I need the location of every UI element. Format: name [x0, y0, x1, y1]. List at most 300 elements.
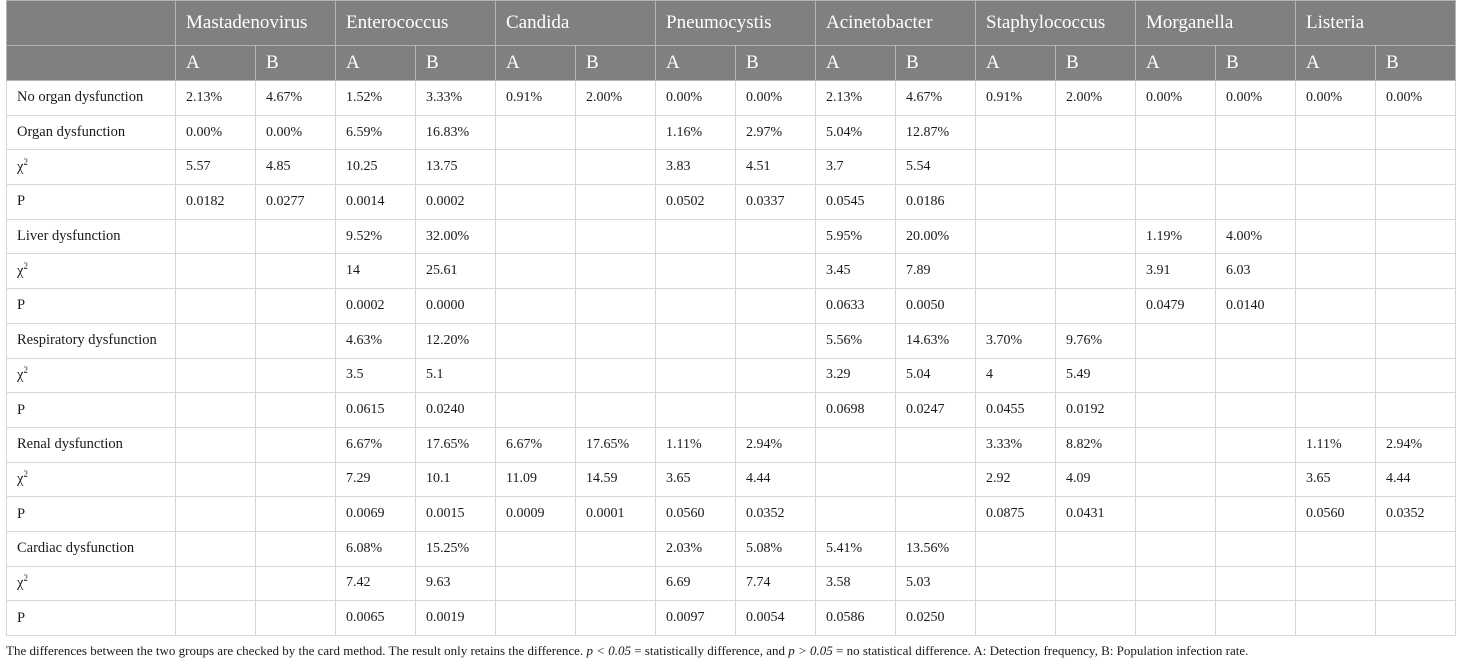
table-cell: 12.87% — [896, 115, 976, 150]
row-label — [7, 427, 176, 462]
table-cell — [176, 531, 256, 566]
table-cell — [1376, 115, 1456, 150]
table-cell — [496, 601, 576, 636]
table-cell: 4.00% — [1216, 219, 1296, 254]
table-cell — [1376, 601, 1456, 636]
table-cell: 2.97% — [736, 115, 816, 150]
table-cell — [576, 601, 656, 636]
table-cell: 25.61 — [416, 254, 496, 289]
table-cell — [256, 323, 336, 358]
table-cell: 0.0250 — [896, 601, 976, 636]
table-cell — [176, 358, 256, 393]
table-cell — [1296, 289, 1376, 324]
table-cell: 4.44 — [1376, 462, 1456, 497]
table-cell: 0.0001 — [576, 497, 656, 532]
table-cell: 5.56% — [816, 323, 896, 358]
table-cell — [1296, 393, 1376, 428]
table-cell: 0.0455 — [976, 393, 1056, 428]
table-cell — [1376, 566, 1456, 601]
table-cell: 9.76% — [1056, 323, 1136, 358]
subheader-a: A — [176, 46, 256, 81]
table-cell: 0.0545 — [816, 185, 896, 220]
subheader-b: B — [736, 46, 816, 81]
subheader-a: A — [816, 46, 896, 81]
table-cell: 4 — [976, 358, 1056, 393]
subheader-b: B — [416, 46, 496, 81]
genus-header: Listeria — [1296, 1, 1456, 46]
table-cell: 0.0097 — [656, 601, 736, 636]
table-header — [7, 1, 1456, 81]
table-cell — [496, 289, 576, 324]
subheader-a: A — [336, 46, 416, 81]
table-cell — [1136, 115, 1216, 150]
table-cell: 3.65 — [656, 462, 736, 497]
table-cell — [896, 462, 976, 497]
table-cell: 3.65 — [1296, 462, 1376, 497]
table-cell: 0.0337 — [736, 185, 816, 220]
table-cell: 0.0247 — [896, 393, 976, 428]
table-cell — [496, 115, 576, 150]
table-cell — [496, 531, 576, 566]
table-cell: 1.19% — [1136, 219, 1216, 254]
table-cell — [976, 531, 1056, 566]
table-cell — [176, 393, 256, 428]
table-cell — [256, 531, 336, 566]
table-cell — [1136, 323, 1216, 358]
table-cell: 0.0431 — [1056, 497, 1136, 532]
table-cell — [1376, 219, 1456, 254]
table-cell — [1376, 358, 1456, 393]
table-cell — [1216, 566, 1296, 601]
table-cell — [496, 393, 576, 428]
table-cell — [816, 497, 896, 532]
table-cell: 0.00% — [656, 81, 736, 116]
genus-header: Candida — [496, 1, 656, 46]
table-cell — [176, 566, 256, 601]
row-label — [7, 81, 176, 116]
table-cell: 3.70% — [976, 323, 1056, 358]
table-cell: 0.0192 — [1056, 393, 1136, 428]
superscript: 2 — [23, 469, 28, 480]
table-cell — [1216, 531, 1296, 566]
table-cell — [176, 219, 256, 254]
table-cell: 17.65% — [576, 427, 656, 462]
table-row — [7, 601, 1456, 636]
table-cell: 0.0182 — [176, 185, 256, 220]
row-label — [7, 219, 176, 254]
table-cell: 0.0186 — [896, 185, 976, 220]
table-cell — [976, 219, 1056, 254]
table-cell: 0.0009 — [496, 497, 576, 532]
table-cell — [976, 289, 1056, 324]
row-label-text: P — [17, 505, 26, 522]
table-cell: 0.0069 — [336, 497, 416, 532]
table-cell — [736, 219, 816, 254]
table-cell — [896, 427, 976, 462]
superscript: 2 — [23, 573, 28, 584]
table-cell: 2.94% — [736, 427, 816, 462]
genus-header: Enterococcus — [336, 1, 496, 46]
table-cell: 0.0140 — [1216, 289, 1296, 324]
row-label — [7, 358, 176, 393]
table-cell: 4.67% — [896, 81, 976, 116]
table-cell — [496, 150, 576, 185]
table-cell — [656, 219, 736, 254]
table-cell: 3.45 — [816, 254, 896, 289]
table-cell — [1216, 358, 1296, 393]
table-cell: 13.75 — [416, 150, 496, 185]
table-cell — [1296, 115, 1376, 150]
row-label-text: P — [17, 193, 26, 210]
table-cell — [896, 497, 976, 532]
table-cell — [1296, 531, 1376, 566]
table-cell: 1.52% — [336, 81, 416, 116]
table-cell — [1216, 601, 1296, 636]
table-cell — [656, 393, 736, 428]
table-cell: 7.29 — [336, 462, 416, 497]
row-label — [7, 393, 176, 428]
table-footnote — [6, 643, 1248, 659]
table-cell — [176, 289, 256, 324]
table-body — [7, 81, 1456, 636]
table-cell: 10.25 — [336, 150, 416, 185]
table-row — [7, 462, 1456, 497]
table-cell: 14.59 — [576, 462, 656, 497]
table-cell: 3.7 — [816, 150, 896, 185]
table-cell — [576, 358, 656, 393]
row-label-text: No organ dysfunction — [17, 89, 144, 106]
table-cell — [1056, 150, 1136, 185]
subheader-a: A — [976, 46, 1056, 81]
table-cell — [576, 531, 656, 566]
table-cell: 17.65% — [416, 427, 496, 462]
table-cell: 0.0065 — [336, 601, 416, 636]
table-cell — [1056, 254, 1136, 289]
table-cell: 4.67% — [256, 81, 336, 116]
table-cell — [256, 497, 336, 532]
row-label-text: Cardiac dysfunction — [17, 540, 135, 557]
table-cell: 9.52% — [336, 219, 416, 254]
table-cell — [1056, 219, 1136, 254]
row-label-text: Organ dysfunction — [17, 124, 126, 141]
table-cell — [1296, 219, 1376, 254]
table-cell — [1216, 393, 1296, 428]
genus-header: Mastadenovirus — [176, 1, 336, 46]
table-cell: 2.00% — [576, 81, 656, 116]
table-cell — [1376, 289, 1456, 324]
table-cell — [1296, 150, 1376, 185]
table-row — [7, 358, 1456, 393]
table-cell: 4.44 — [736, 462, 816, 497]
subheader-a: A — [1136, 46, 1216, 81]
table-cell: 0.0560 — [1296, 497, 1376, 532]
table-cell: 0.00% — [1136, 81, 1216, 116]
table-cell — [736, 323, 816, 358]
table-cell: 0.0352 — [1376, 497, 1456, 532]
table-cell: 2.00% — [1056, 81, 1136, 116]
footnote-p-less: p < 0.05 — [586, 643, 631, 658]
table-cell — [1296, 566, 1376, 601]
table-cell — [736, 358, 816, 393]
table-cell: 0.00% — [256, 115, 336, 150]
row-label-text: Liver dysfunction — [17, 228, 121, 245]
footnote-text: = statistically difference, and — [630, 643, 789, 658]
row-label-text: χ — [17, 470, 24, 487]
table-cell: 13.56% — [896, 531, 976, 566]
row-label-text: P — [17, 401, 26, 418]
table-cell: 5.95% — [816, 219, 896, 254]
table-cell: 4.09 — [1056, 462, 1136, 497]
table-cell — [256, 393, 336, 428]
table-cell: 5.57 — [176, 150, 256, 185]
table-cell: 14.63% — [896, 323, 976, 358]
table-row — [7, 150, 1456, 185]
table-cell — [1376, 254, 1456, 289]
table-cell — [576, 566, 656, 601]
table-cell — [1296, 185, 1376, 220]
table-cell: 3.83 — [656, 150, 736, 185]
footnote-text: The differences between the two groups are checked by the card method. The result only retains the difference. — [6, 643, 587, 658]
table-cell — [256, 358, 336, 393]
table-cell — [256, 289, 336, 324]
row-label — [7, 185, 176, 220]
table-cell — [1296, 254, 1376, 289]
table-row — [7, 185, 1456, 220]
table-cell — [656, 289, 736, 324]
genus-header: Pneumocystis — [656, 1, 816, 46]
table-cell: 5.03 — [896, 566, 976, 601]
table-cell: 0.00% — [1296, 81, 1376, 116]
table-cell — [576, 323, 656, 358]
table-row — [7, 254, 1456, 289]
table-cell — [816, 462, 896, 497]
table-row — [7, 115, 1456, 150]
table-cell: 1.11% — [1296, 427, 1376, 462]
table-cell: 5.49 — [1056, 358, 1136, 393]
table-cell: 0.0560 — [656, 497, 736, 532]
table-cell: 12.20% — [416, 323, 496, 358]
table-cell — [176, 427, 256, 462]
table-cell: 6.67% — [496, 427, 576, 462]
subheader-b: B — [1056, 46, 1136, 81]
table-cell: 0.0000 — [416, 289, 496, 324]
row-label — [7, 462, 176, 497]
table-cell — [736, 289, 816, 324]
table-cell — [1056, 185, 1136, 220]
table-cell — [1056, 289, 1136, 324]
table-cell — [1136, 566, 1216, 601]
table-row — [7, 566, 1456, 601]
table-cell — [976, 601, 1056, 636]
table-cell — [1216, 185, 1296, 220]
table-cell: 2.92 — [976, 462, 1056, 497]
table-cell — [656, 358, 736, 393]
genus-header-row — [7, 1, 1456, 46]
table-cell: 0.0050 — [896, 289, 976, 324]
subheader-b: B — [256, 46, 336, 81]
table-cell — [496, 566, 576, 601]
table-cell — [176, 497, 256, 532]
table-cell: 0.0352 — [736, 497, 816, 532]
table-cell: 6.08% — [336, 531, 416, 566]
table-cell — [1216, 150, 1296, 185]
table-cell: 0.0586 — [816, 601, 896, 636]
row-label — [7, 601, 176, 636]
table-cell: 0.0698 — [816, 393, 896, 428]
table-cell: 6.69 — [656, 566, 736, 601]
table-row — [7, 289, 1456, 324]
table-cell — [1296, 601, 1376, 636]
table-cell — [1216, 427, 1296, 462]
table-cell — [576, 150, 656, 185]
table-cell: 0.0054 — [736, 601, 816, 636]
table-cell: 0.0019 — [416, 601, 496, 636]
superscript: 2 — [23, 365, 28, 376]
table-cell: 4.85 — [256, 150, 336, 185]
table-cell: 10.1 — [416, 462, 496, 497]
table-cell — [976, 566, 1056, 601]
table-cell — [1376, 393, 1456, 428]
row-label — [7, 566, 176, 601]
table-cell — [816, 427, 896, 462]
table-cell — [176, 323, 256, 358]
table-cell — [256, 462, 336, 497]
table-cell — [576, 219, 656, 254]
table-cell — [1136, 601, 1216, 636]
table-cell — [1056, 601, 1136, 636]
table-cell — [576, 115, 656, 150]
table-cell: 3.91 — [1136, 254, 1216, 289]
table-cell: 0.00% — [1376, 81, 1456, 116]
subheader-a: A — [1296, 46, 1376, 81]
table-cell: 0.0014 — [336, 185, 416, 220]
table-cell: 5.41% — [816, 531, 896, 566]
table-row — [7, 531, 1456, 566]
table-cell: 2.13% — [816, 81, 896, 116]
row-label-text: Respiratory dysfunction — [17, 332, 157, 349]
table-cell: 7.74 — [736, 566, 816, 601]
row-label-text: χ — [17, 158, 24, 175]
table-cell — [496, 254, 576, 289]
table-cell — [576, 289, 656, 324]
row-label — [7, 323, 176, 358]
table-cell — [976, 254, 1056, 289]
row-label-text: Renal dysfunction — [17, 436, 123, 453]
table-cell — [1216, 323, 1296, 358]
row-label-text: χ — [17, 262, 24, 279]
table-cell — [1376, 185, 1456, 220]
table-cell — [1136, 462, 1216, 497]
table-cell — [1056, 531, 1136, 566]
corner-cell — [7, 46, 176, 81]
table-row — [7, 497, 1456, 532]
table-cell — [1216, 497, 1296, 532]
table-row — [7, 427, 1456, 462]
table-cell: 5.54 — [896, 150, 976, 185]
table-row — [7, 323, 1456, 358]
table-cell: 7.42 — [336, 566, 416, 601]
table-cell: 0.0277 — [256, 185, 336, 220]
table-cell — [1376, 150, 1456, 185]
footnote-p-greater: p > 0.05 — [788, 643, 833, 658]
subheader-b: B — [896, 46, 976, 81]
table-cell: 3.5 — [336, 358, 416, 393]
table-cell: 7.89 — [896, 254, 976, 289]
row-label — [7, 289, 176, 324]
table-cell: 6.67% — [336, 427, 416, 462]
table-cell: 0.0615 — [336, 393, 416, 428]
table-cell: 5.04 — [896, 358, 976, 393]
table-cell: 0.91% — [976, 81, 1056, 116]
table-cell: 5.1 — [416, 358, 496, 393]
table-cell — [1136, 427, 1216, 462]
table-row — [7, 393, 1456, 428]
table-cell: 3.33% — [976, 427, 1056, 462]
row-label — [7, 254, 176, 289]
table-cell — [656, 254, 736, 289]
table-cell — [256, 566, 336, 601]
table-cell — [1376, 323, 1456, 358]
table-cell — [1136, 150, 1216, 185]
row-label — [7, 115, 176, 150]
table-cell: 3.33% — [416, 81, 496, 116]
genus-header: Acinetobacter — [816, 1, 976, 46]
table-cell — [496, 358, 576, 393]
table-cell: 16.83% — [416, 115, 496, 150]
table-cell: 1.11% — [656, 427, 736, 462]
results-table — [6, 0, 1456, 636]
table-cell: 0.0479 — [1136, 289, 1216, 324]
table-cell: 0.00% — [736, 81, 816, 116]
table-cell — [1136, 531, 1216, 566]
table-cell: 15.25% — [416, 531, 496, 566]
table-cell: 0.00% — [176, 115, 256, 150]
subheader-b: B — [576, 46, 656, 81]
table-cell: 0.0875 — [976, 497, 1056, 532]
table-cell: 0.0002 — [416, 185, 496, 220]
table-cell: 0.0502 — [656, 185, 736, 220]
row-label — [7, 531, 176, 566]
table-cell: 5.04% — [816, 115, 896, 150]
table-cell — [1136, 358, 1216, 393]
table-cell — [1376, 531, 1456, 566]
table-cell: 0.0633 — [816, 289, 896, 324]
table-cell: 2.94% — [1376, 427, 1456, 462]
table-cell — [496, 185, 576, 220]
table-row — [7, 81, 1456, 116]
superscript: 2 — [23, 156, 28, 167]
table-cell — [1136, 393, 1216, 428]
table-cell: 3.29 — [816, 358, 896, 393]
table-cell — [1296, 323, 1376, 358]
table-cell: 0.0015 — [416, 497, 496, 532]
table-cell: 2.03% — [656, 531, 736, 566]
table-cell: 0.91% — [496, 81, 576, 116]
table-cell — [736, 254, 816, 289]
table-cell: 3.58 — [816, 566, 896, 601]
table-cell — [576, 254, 656, 289]
table-cell — [1136, 497, 1216, 532]
table-cell — [176, 601, 256, 636]
table-cell: 9.63 — [416, 566, 496, 601]
table-cell — [496, 323, 576, 358]
table-cell — [1216, 462, 1296, 497]
table-cell: 8.82% — [1056, 427, 1136, 462]
table-cell: 1.16% — [656, 115, 736, 150]
table-cell — [176, 254, 256, 289]
table-cell — [256, 219, 336, 254]
table-cell — [1136, 185, 1216, 220]
